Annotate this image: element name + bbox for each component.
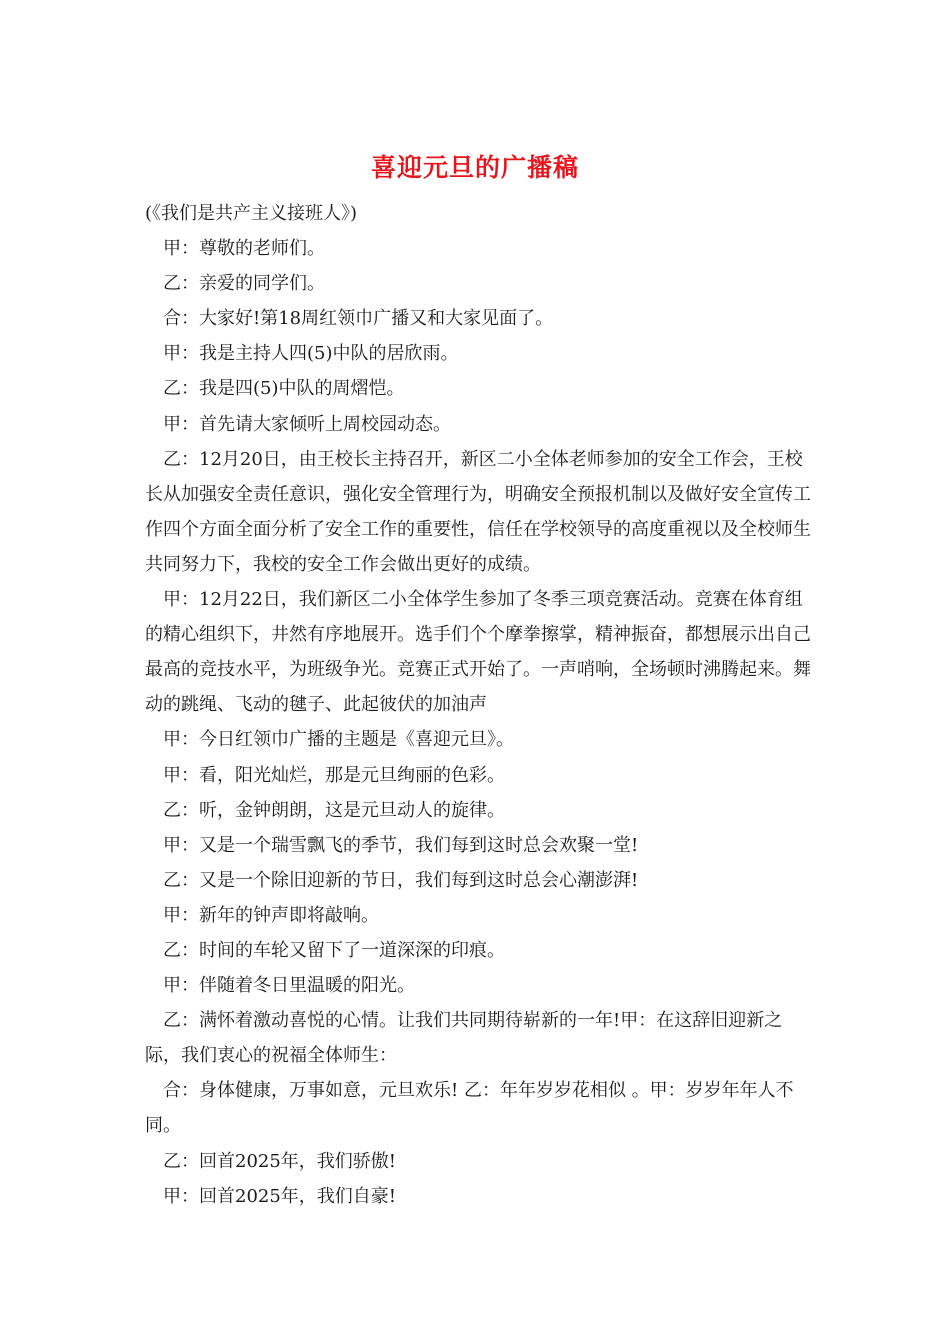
paragraph: 乙：满怀着激动喜悦的心情。让我们共同期待崭新的一年!甲：在这辞旧迎新之际，我们衷心的祝福全体师生： xyxy=(145,1010,783,1067)
paragraph: 甲：12月22日，我们新区二小全体学生参加了冬季三项竞赛活动。竞赛在体育组的精心组织下，井然有序地展开。选手们个个摩拳擦掌，精神振奋，都想展示出自己最高的竞技水平，为班级争光。竞赛正式开始了。一声哨响，全场顿时沸腾起来。舞动的跳绳、飞动的毽子、此起彼伏的加油声 xyxy=(145,589,811,716)
paragraph-song-note: (《我们是共产主义接班人》) xyxy=(145,203,358,224)
paragraph: 甲：看，阳光灿烂，那是元旦绚丽的色彩。 xyxy=(163,764,505,786)
paragraph: 甲：我是主持人四(5)中队的居欣雨。 xyxy=(163,343,459,365)
paragraph: 甲：首先请大家倾听上周校园动态。 xyxy=(163,413,451,435)
paragraph: 乙：我是四(5)中队的周熠恺。 xyxy=(163,378,405,400)
document-title: 喜迎元旦的广播稿 xyxy=(370,153,579,182)
paragraph: 甲：新年的钟声即将敲响。 xyxy=(163,904,379,926)
document-body xyxy=(145,196,811,1214)
paragraph: 乙：听，金钟朗朗，这是元旦动人的旋律。 xyxy=(163,799,505,821)
paragraph: 乙：亲爱的同学们。 xyxy=(163,273,325,295)
paragraph: 乙：又是一个除旧迎新的节日，我们每到这时总会心潮澎湃! xyxy=(163,869,639,891)
paragraph: 乙：回首2025年，我们骄傲! xyxy=(163,1150,397,1172)
paragraph: 甲：尊敬的老师们。 xyxy=(163,238,325,260)
paragraph: 甲：又是一个瑞雪飘飞的季节，我们每到这时总会欢聚一堂! xyxy=(163,834,639,856)
paragraph: 甲：伴随着冬日里温暖的阳光。 xyxy=(163,975,415,997)
paragraph: 甲：回首2025年，我们自豪! xyxy=(163,1185,397,1207)
paragraph: 甲：今日红领巾广播的主题是《喜迎元旦》。 xyxy=(163,729,514,751)
paragraph: 合：大家好!第18周红领巾广播又和大家见面了。 xyxy=(163,308,554,330)
paragraph: 乙：12月20日，由王校长主持召开，新区二小全体老师参加的安全工作会，王校长从加强安全责任意识，强化安全管理行为，明确安全预报机制以及做好安全宣传工作四个方面全面分析了安全工作的重要性，信任在学校领导的高度重视以及全校师生共同努力下，我校的安全工作会做出更好的成绩。 xyxy=(145,448,811,575)
paragraph: 乙：时间的车轮又留下了一道深深的印痕。 xyxy=(163,939,505,961)
paragraph: 合：身体健康，万事如意，元旦欢乐! 乙：年年岁岁花相似 。甲：岁岁年年人不同。 xyxy=(145,1080,794,1137)
